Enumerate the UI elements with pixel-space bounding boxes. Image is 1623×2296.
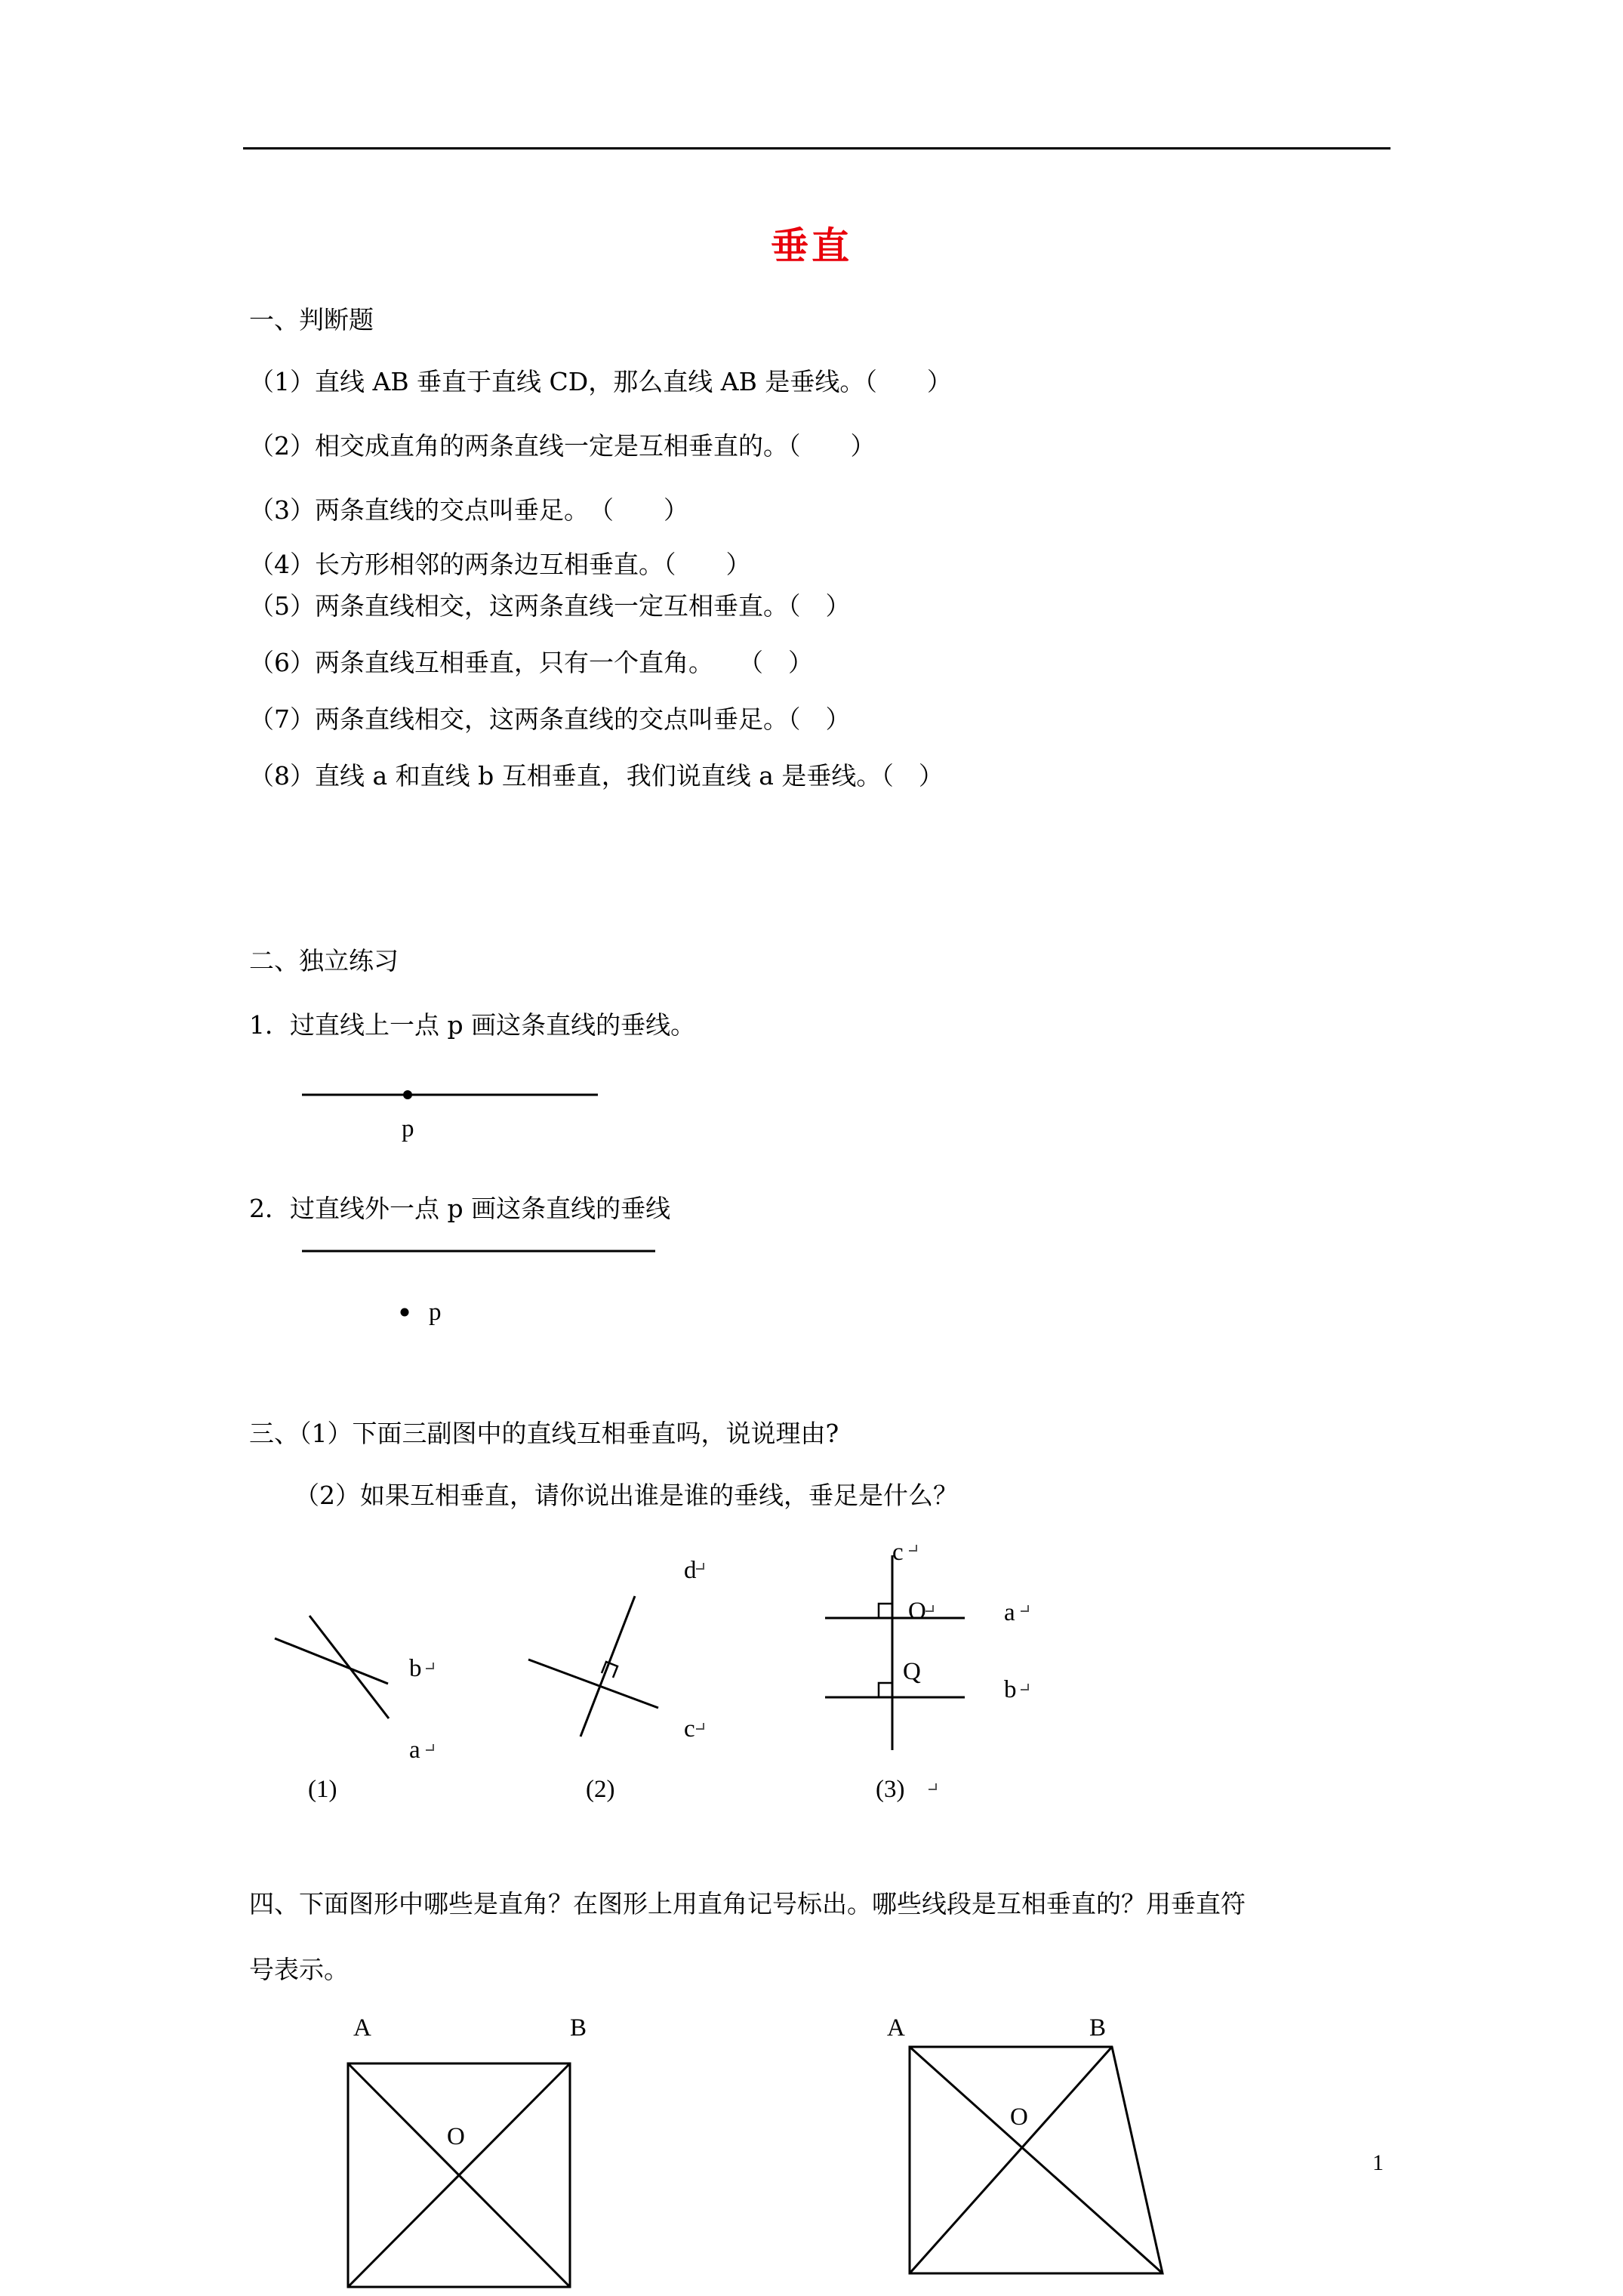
- return-mark: [929, 1783, 936, 1789]
- shape2-diagonal-2: [910, 2047, 1112, 2273]
- fig3-right-angle-mark-bottom: [879, 1683, 892, 1697]
- judge-item-6: （6）两条直线互相垂直，只有一个直角。 （ ）: [249, 648, 813, 677]
- shape2-label-O: O: [1010, 2103, 1028, 2131]
- point-p-on-line-dot: [403, 1090, 412, 1099]
- fig1-label-b: b: [409, 1655, 422, 1682]
- return-mark: [426, 1744, 433, 1750]
- fig2-line-d: [581, 1596, 635, 1737]
- page-number: 1: [1372, 2150, 1384, 2175]
- fig3-label-c: c: [892, 1539, 904, 1566]
- fig1-line-a: [310, 1616, 389, 1718]
- shape2-diagonal-1: [910, 2047, 1163, 2273]
- point-p-on-line: p: [402, 1115, 414, 1142]
- shape1-label-O: O: [447, 2123, 465, 2150]
- section2-heading: 二、独立练习: [249, 946, 399, 975]
- shape1-label-A: A: [353, 2014, 371, 2042]
- section1-heading: 一、判断题: [249, 305, 374, 334]
- fig1-caption: (1): [308, 1776, 337, 1803]
- return-mark: [909, 1545, 916, 1551]
- fig2-label-d: d: [684, 1557, 697, 1584]
- judge-item-3: （3）两条直线的交点叫垂足。 （ ）: [249, 495, 688, 525]
- section4-line-2: 号表示。: [249, 1955, 349, 1984]
- section3-line-2: （2）如果互相垂直，请你说出谁是谁的垂线，垂足是什么？: [294, 1481, 958, 1510]
- return-mark: [1021, 1605, 1028, 1611]
- return-mark: [696, 1563, 704, 1569]
- fig3-label-b: b: [1004, 1676, 1017, 1703]
- point-p-off-line-dot: [401, 1308, 409, 1317]
- fig3-label-q: Q: [903, 1658, 921, 1685]
- return-mark: [696, 1723, 704, 1729]
- fig3-caption: (3): [876, 1776, 905, 1803]
- fig3-label-a: a: [1004, 1599, 1015, 1626]
- point-p-off-line: p: [429, 1299, 442, 1326]
- return-mark: [1021, 1684, 1028, 1690]
- fig1-label-a: a: [409, 1737, 420, 1764]
- fig2-label-c: c: [684, 1715, 695, 1743]
- shape2-label-A: A: [887, 2014, 905, 2042]
- return-mark: [426, 1663, 433, 1669]
- shape2-label-B: B: [1089, 2014, 1107, 2042]
- section4-line-1: 四、下面图形中哪些是直角？在图形上用直角记号标出。哪些线段是互相垂直的？用垂直符: [249, 1889, 1246, 1918]
- section3-line-1: 三、（1）下面三副图中的直线互相垂直吗，说说理由?: [249, 1419, 839, 1448]
- fig3-label-o: O: [908, 1598, 926, 1625]
- judge-item-5: （5）两条直线相交，这两条直线一定互相垂直。（ ）: [249, 591, 851, 621]
- judge-item-2: （2）相交成直角的两条直线一定是互相垂直的。（ ）: [249, 431, 876, 461]
- page-title: 垂直: [771, 223, 852, 268]
- judge-item-8: （8）直线 a 和直线 b 互相垂直，我们说直线 a 是垂线。（ ）: [249, 761, 944, 791]
- return-mark: [925, 1605, 933, 1611]
- judge-item-7: （7）两条直线相交，这两条直线的交点叫垂足。（ ）: [249, 704, 851, 734]
- fig3-right-angle-mark-top: [879, 1604, 892, 1618]
- judge-item-4: （4）长方形相邻的两条边互相垂直。（ ）: [249, 550, 751, 579]
- exercise-2: 2．过直线外一点 p 画这条直线的垂线: [249, 1194, 671, 1223]
- exercise-1: 1．过直线上一点 p 画这条直线的垂线。: [249, 1010, 696, 1040]
- judge-item-1: （1）直线 AB 垂直于直线 CD，那么直线 AB 是垂线。（ ）: [249, 367, 952, 396]
- fig2-caption: (2): [586, 1776, 615, 1803]
- shape1-label-B: B: [570, 2014, 587, 2042]
